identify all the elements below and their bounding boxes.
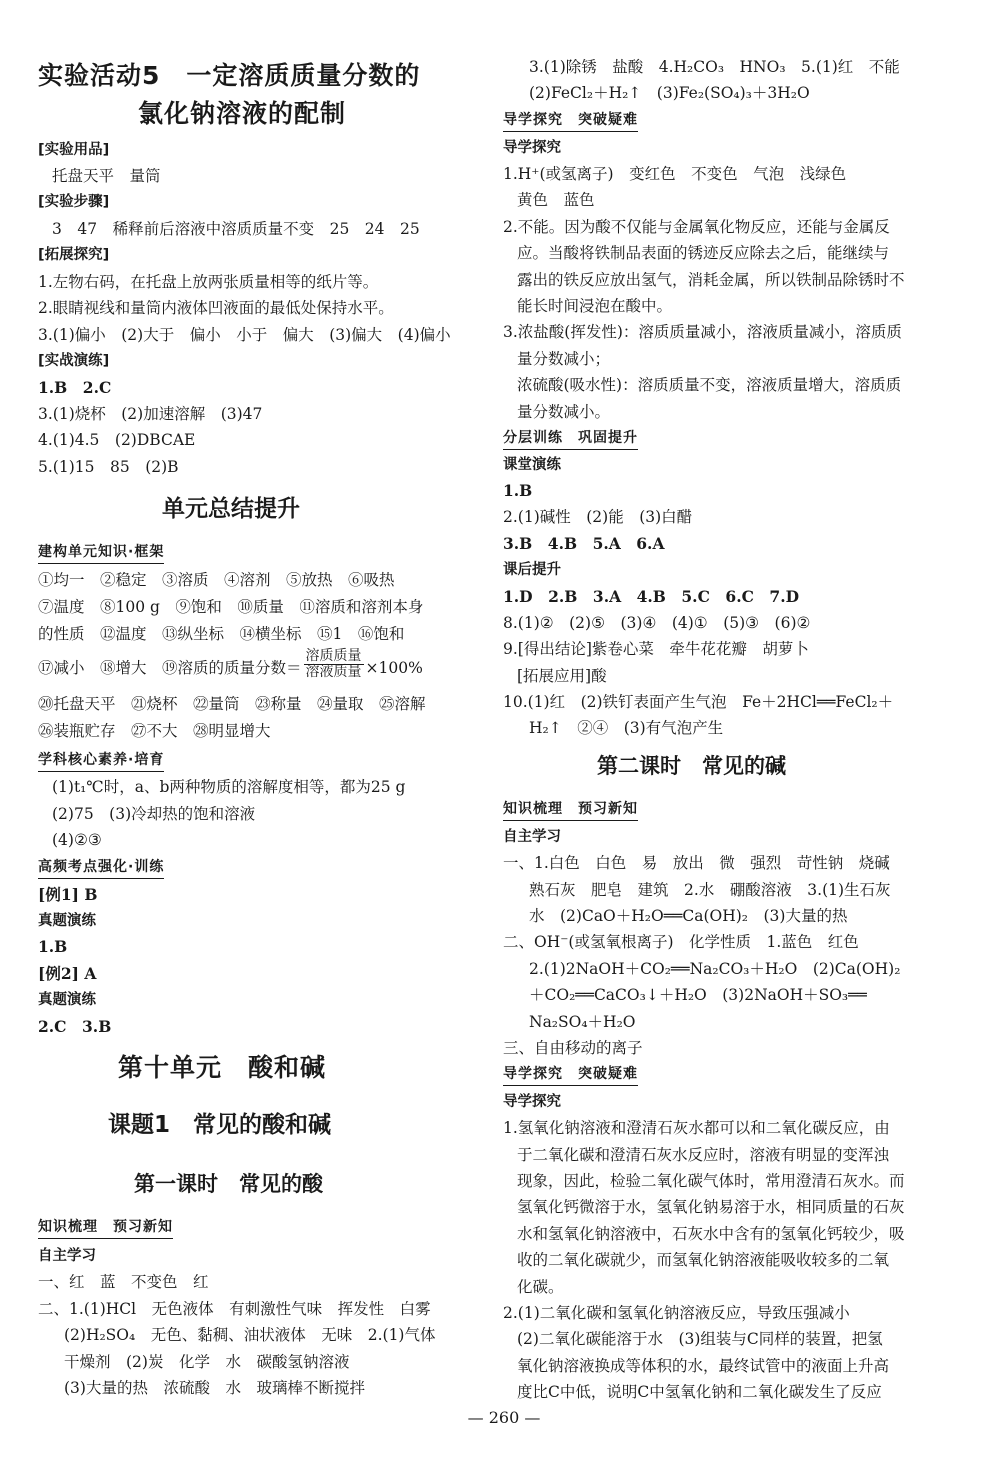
framework-line-6: ㉖装瓶贮存 ㉗不大 ㉘明显增大 (38, 722, 271, 740)
inquiry-2-line-1: 2.不能。因为酸不仅能与金属氧化物反应，还能与金属反 (503, 218, 890, 236)
after-class-answer-1: 1.D 2.B 3.A 4.B 5.C 6.C 7.D (503, 587, 800, 606)
bar-guided-inquiry-1: 导学探究 突破疑难 (503, 110, 638, 132)
activity-title-line1: 实验活动5 一定溶质质量分数的 (38, 61, 421, 90)
framework-line-1: ①均一 ②稳定 ③溶质 ④溶剂 ⑤放热 ⑥吸热 (38, 571, 395, 589)
inquiry-1-line-2: 黄色 蓝色 (517, 191, 595, 209)
fraction-denominator: 溶液质量 (305, 663, 362, 680)
unit-10-title: 第十单元 酸和碱 (118, 1053, 327, 1082)
base-inquiry-2-line-1: 2.(1)二氧化碳和氢氧化钠溶液反应，导致压强减小 (503, 1304, 850, 1322)
section-practice-label: [实战演练] (38, 353, 110, 369)
base-inquiry-2-line-2: (2)二氧化碳能溶于水 (3)组装与C同样的装置，把氢 (517, 1330, 883, 1348)
real-exam-answer-2: 2.C 3.B (38, 1017, 112, 1036)
self-study-item-5: (3)大量的热 浓硫酸 水 玻璃棒不断搅拌 (64, 1379, 365, 1397)
bar-layered-training: 分层训练 巩固提升 (503, 428, 638, 450)
mass-fraction-fraction (304, 649, 364, 680)
acid-answer-line-2: (2)FeCl₂＋H₂↑ (3)Fe₂(SO₄)₃＋3H₂O (529, 84, 810, 102)
activity-title-line2: 氯化钠溶液的配制 (138, 99, 347, 128)
base-inquiry-1-line-5: 水和氢氧化钠溶液中，石灰水中含有的氢氧化钙较少，吸 (517, 1225, 905, 1243)
lesson-1-title: 第一课时 常见的酸 (134, 1172, 323, 1196)
section-steps-label: [实验步骤] (38, 194, 110, 210)
classroom-practice-label: 课堂演练 (503, 457, 561, 473)
base-inquiry-1-line-1: 1.氢氧化钠溶液和澄清石灰水都可以和二氧化碳反应，由 (503, 1119, 890, 1137)
classroom-answer-1: 1.B (503, 481, 533, 500)
acid-answer-line-1: 3.(1)除锈 盐酸 4.H₂CO₃ HNO₃ 5.(1)红 不能 (529, 58, 900, 76)
section-extension-label: [拓展探究] (38, 247, 110, 263)
lesson-2-title: 第二课时 常见的碱 (597, 754, 786, 778)
topic-1-title: 课题1 常见的酸和碱 (108, 1112, 332, 1138)
literacy-item-3: (4)②③ (52, 831, 102, 849)
after-class-answer-6: H₂↑ ②④ (3)有气泡产生 (529, 719, 724, 737)
self-study-item-2: 二、1.(1)HCl 无色液体 有刺激性气味 挥发性 白雾 (38, 1300, 431, 1318)
practice-item-4: 5.(1)15 85 (2)B (38, 458, 179, 476)
practice-item-3: 4.(1)4.5 (2)DBCAE (38, 431, 196, 449)
guided-inquiry-label-2: 导学探究 (503, 1094, 561, 1110)
section-equipment-label: [实验用品] (38, 142, 110, 158)
bar-core-literacy: 学科核心素养·培育 (38, 750, 164, 772)
base-item-3: 水 (2)CaO＋H₂O══Ca(OH)₂ (3)大量的热 (529, 907, 848, 925)
after-class-answer-4: [拓展应用]酸 (517, 667, 607, 685)
practice-item-1: 1.B 2.C (38, 378, 112, 397)
after-class-answer-5: 10.(1)红 (2)铁钉表面产生气泡 Fe＋2HCl══FeCl₂＋ (503, 693, 894, 711)
bar-guided-inquiry-2: 导学探究 突破疑难 (503, 1064, 638, 1086)
example-1: [例1] B (38, 885, 98, 904)
extension-item-3: 3.(1)偏小 (2)大于 偏小 小于 偏大 (3)偏大 (4)偏小 (38, 326, 451, 344)
base-inquiry-1-line-7: 化碳。 (517, 1278, 564, 1296)
framework-line-4 (38, 647, 423, 680)
equipment-answer: 托盘天平 量筒 (52, 167, 161, 185)
base-inquiry-1-line-3: 现象，因此，检验二氧化碳气体时，常用澄清石灰水。而 (517, 1172, 905, 1190)
bar-preview-2: 知识梳理 预习新知 (503, 799, 638, 821)
self-study-item-4: 干燥剂 (2)炭 化学 水 碳酸氢钠溶液 (64, 1353, 350, 1371)
base-inquiry-2-line-4: 度比C中低，说明C中氢氧化钠和二氧化碳发生了反应 (517, 1383, 882, 1401)
inquiry-3-line-1: 3.浓盐酸(挥发性)：溶质质量减小，溶液质量减小，溶质质 (503, 323, 902, 341)
inquiry-3-line-3: 浓硫酸(吸水性)：溶质质量不变，溶液质量增大，溶质质 (517, 376, 902, 394)
guided-inquiry-label-1: 导学探究 (503, 140, 561, 156)
page-number: — 260 — (467, 1408, 541, 1427)
real-exam-answer-1: 1.B (38, 937, 68, 956)
bar-preview: 知识梳理 预习新知 (38, 1217, 173, 1239)
unit-summary-title: 单元总结提升 (162, 496, 300, 522)
base-item-4: 二、OH⁻(或氢氧根离子) 化学性质 1.蓝色 红色 (503, 933, 859, 951)
literacy-item-2: (2)75 (3)冷却热的饱和溶液 (52, 805, 256, 823)
inquiry-3-line-4: 量分数减小。 (517, 403, 611, 421)
after-class-label: 课后提升 (503, 562, 561, 578)
extension-item-1: 1.左物右码，在托盘上放两张质量相等的纸片等。 (38, 273, 379, 291)
literacy-item-1: (1)t₁℃时，a、b两种物质的溶解度相等，都为25 g (52, 778, 406, 796)
practice-item-2: 3.(1)烧杯 (2)加速溶解 (3)47 (38, 405, 263, 423)
bar-exam-points: 高频考点强化·训练 (38, 857, 164, 879)
fraction-numerator: 溶质质量 (305, 647, 362, 664)
framework-line-3: 的性质 ⑫温度 ⑬纵坐标 ⑭横坐标 ⑮1 ⑯饱和 (38, 625, 405, 643)
after-class-answer-3: 9.[得出结论]紫卷心菜 牵牛花花瓣 胡萝卜 (503, 640, 809, 658)
base-inquiry-1-line-2: 于二氧化碳和澄清石灰水反应时，溶液有明显的变浑浊 (517, 1146, 890, 1164)
base-inquiry-1-line-6: 收的二氧化碳就少，而氢氧化钠溶液能吸收较多的二氧 (517, 1251, 890, 1269)
extension-item-2: 2.眼睛视线和量筒内液体凹液面的最低处保持水平。 (38, 299, 394, 317)
base-item-5: 2.(1)2NaOH＋CO₂══Na₂CO₃＋H₂O (2)Ca(OH)₂ (529, 960, 901, 978)
self-study-item-3: (2)H₂SO₄ 无色、黏稠、油状液体 无味 2.(1)气体 (64, 1326, 436, 1344)
inquiry-2-line-4: 能长时间浸泡在酸中。 (517, 297, 673, 315)
self-study-label: 自主学习 (38, 1248, 96, 1264)
classroom-answer-2: 2.(1)碱性 (2)能 (3)白醋 (503, 508, 693, 526)
framework-line-4-text: ⑰减小 ⑱增大 ⑲溶质的质量分数＝ (38, 659, 302, 677)
base-inquiry-1-line-4: 氢氧化钙微溶于水，氢氧化钠易溶于水，相同质量的石灰 (517, 1198, 905, 1216)
base-item-8: 三、自由移动的离子 (503, 1039, 643, 1057)
base-inquiry-2-line-3: 氧化钠溶液换成等体积的水，最终试管中的液面上升高 (517, 1357, 890, 1375)
bar-knowledge-framework: 建构单元知识·框架 (38, 542, 164, 564)
classroom-answer-3: 3.B 4.B 5.A 6.A (503, 534, 665, 553)
inquiry-3-line-2: 量分数减小； (517, 350, 611, 368)
base-item-7: Na₂SO₄＋H₂O (529, 1013, 636, 1031)
real-exam-label-1: 真题演练 (38, 913, 96, 929)
base-item-1: 一、1.白色 白色 易 放出 微 强烈 苛性钠 烧碱 (503, 854, 890, 872)
base-item-6: ＋CO₂══CaCO₃↓＋H₂O (3)2NaOH＋SO₃══ (529, 986, 867, 1004)
base-item-2: 熟石灰 肥皂 建筑 2.水 硼酸溶液 3.(1)生石灰 (529, 881, 891, 899)
framework-line-2: ⑦温度 ⑧100 g ⑨饱和 ⑩质量 ⑪溶质和溶剂本身 (38, 598, 424, 616)
framework-line-4-percent: ×100% (365, 659, 423, 677)
self-study-label-2: 自主学习 (503, 829, 561, 845)
inquiry-2-line-3: 露出的铁反应放出氢气，消耗金属，所以铁制品除锈时不 (517, 271, 905, 289)
inquiry-1-line-1: 1.H⁺(或氢离子) 变红色 不变色 气泡 浅绿色 (503, 165, 847, 183)
after-class-answer-2: 8.(1)② (2)⑤ (3)④ (4)① (5)③ (6)② (503, 614, 811, 632)
self-study-item-1: 一、红 蓝 不变色 红 (38, 1273, 209, 1291)
framework-line-5: ⑳托盘天平 ㉑烧杯 ㉒量筒 ㉓称量 ㉔量取 ㉕溶解 (38, 695, 426, 713)
example-2: [例2] A (38, 964, 97, 983)
real-exam-label-2: 真题演练 (38, 992, 96, 1008)
steps-answer: 3 47 稀释前后溶液中溶质质量不变 25 24 25 (52, 220, 420, 238)
inquiry-2-line-2: 应。当酸将铁制品表面的锈迹反应除去之后，能继续与 (517, 244, 890, 262)
